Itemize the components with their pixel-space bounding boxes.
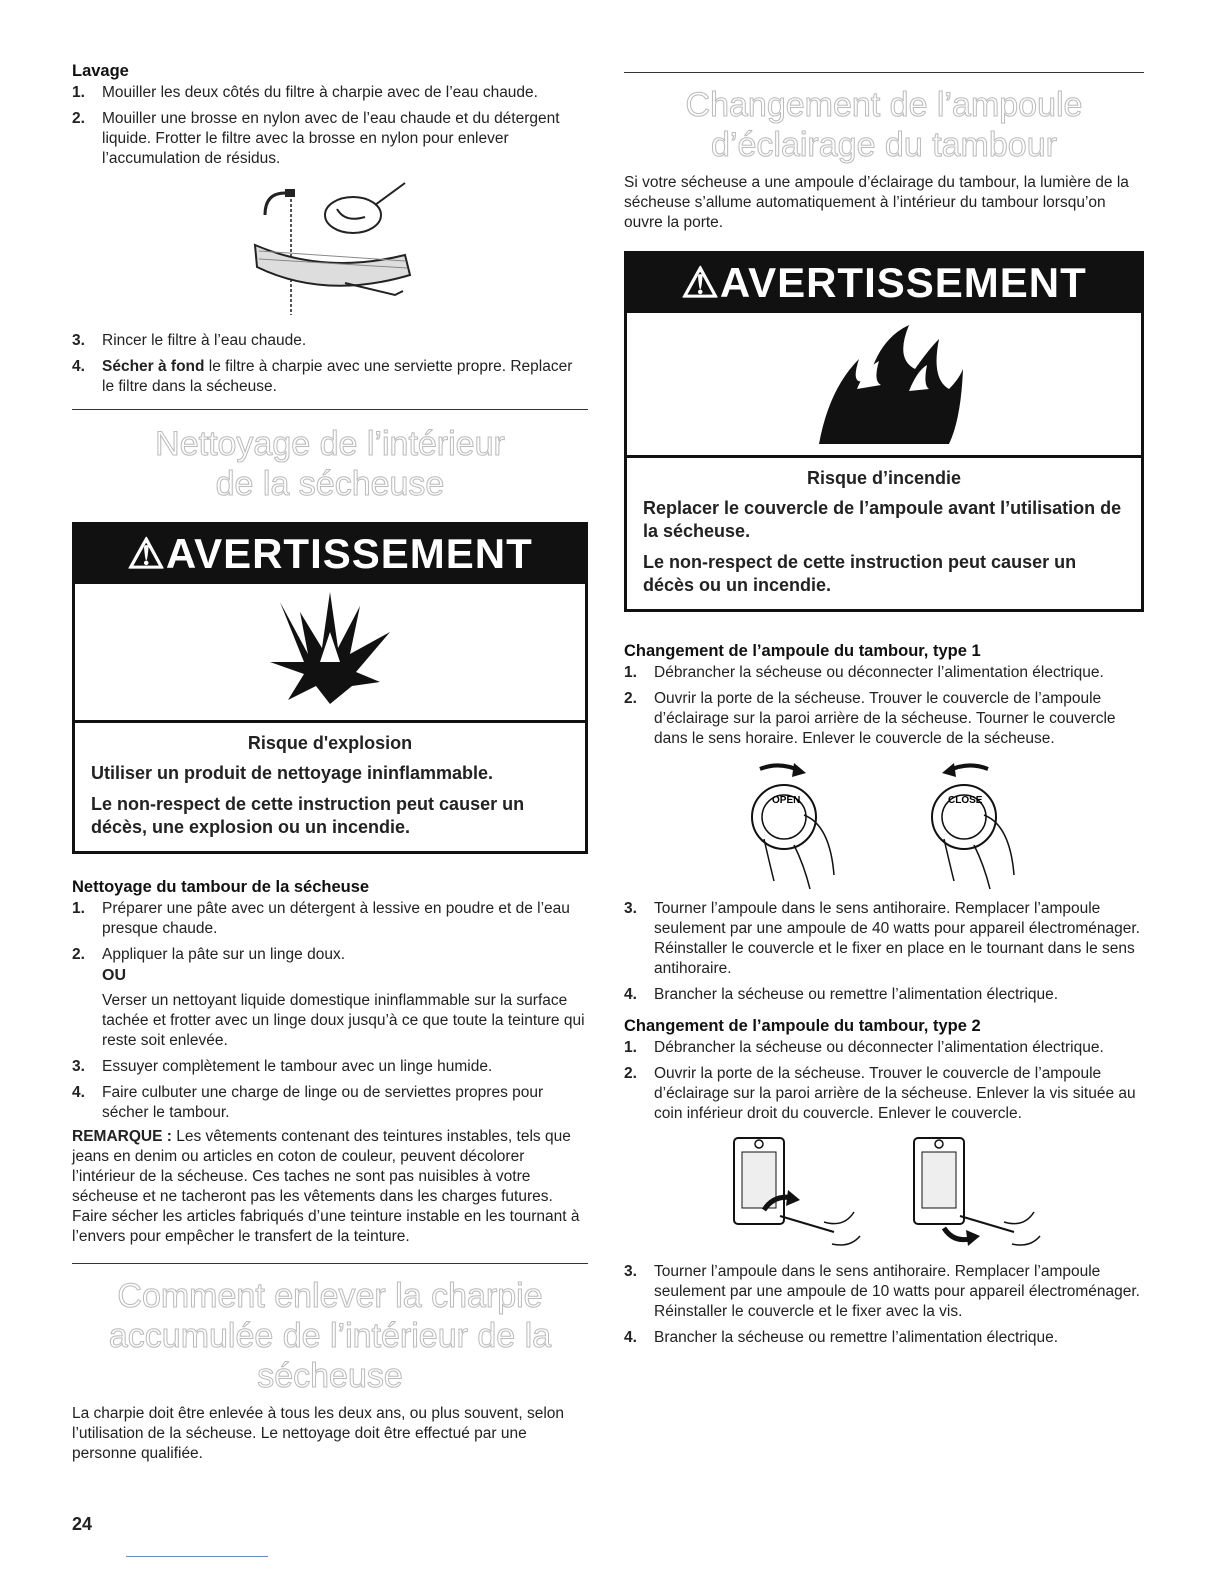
open-cover-icon: [734, 755, 864, 893]
note-paragraph: REMARQUE : Les vêtements contenant des teintures instables, tels que jeans en denim ou articles en coton de couleur, peuvent décolorer l’intérieur de la sécheuse. Ces taches ne sont pas nuisibles à votre sécheuse et ne tacheront pas les vêtements dans les charges futures. Faire sécher les articles fabriqués d’une teinture instable en les tournant à l’envers pour empêcher le transfert de la teinture.: [72, 1128, 580, 1245]
lavage-heading: Lavage: [72, 62, 129, 80]
type2-heading: Changement de l’ampoule du tambour, type 2: [624, 1017, 981, 1035]
type2-steps: [624, 1038, 1144, 1124]
page-number: 24: [72, 1514, 93, 1534]
type1-heading: Changement de l’ampoule du tambour, type 1: [624, 642, 981, 660]
close-cover-icon: [904, 755, 1034, 893]
explosion-warning-box: ⚠AVERTISSEMENT Risque d'explosion Utiliser un produit de nettoyage ininflammable. Le non-respect de cette instruction peut causer un décès, une explosion ou un incendie.: [72, 522, 588, 854]
fire-warning-box: ⚠AVERTISSEMENT Risque d’incendie Replacer le couvercle de l’ampoule avant l’utilisation de la sécheuse. Le non-respect de cette instruction peut causer un décès ou un incendie.: [624, 251, 1144, 612]
right-column: [624, 62, 1144, 1354]
type1-steps: [624, 663, 1144, 749]
list-item: 1. Mouiller les deux côtés du filtre à charpie avec de l’eau chaude.: [72, 84, 538, 101]
list-item: 4. Faire culbuter une charge de linge ou de serviettes propres pour sécher le tambour.: [72, 1084, 544, 1121]
list-item: 2. Appliquer la pâte sur un linge doux.: [72, 946, 345, 963]
bulb-intro: Si votre sécheuse a une ampoule d’éclairage du tambour, la lumière de la sécheuse s’allume automatiquement à l’intérieur du tambour lorsqu’on ouvre la porte.: [624, 174, 1129, 231]
drum-steps-2: [72, 1057, 588, 1123]
left-column: [72, 62, 588, 1464]
section-heading-lint-removal: Comment enlever la charpie accumulée de l’intérieur de la sécheuse: [108, 1277, 552, 1395]
section-heading-interior-cleaning: Nettoyage de l’intérieur de la sécheuse: [155, 425, 505, 503]
list-item: 1. Préparer une pâte avec un détergent à lessive en poudre et de l’eau presque chaude.: [72, 900, 570, 937]
divider: [72, 1263, 588, 1264]
type1-bulb-cover-illustration: [624, 755, 1144, 893]
drum-cleaning-heading: Nettoyage du tambour de la sécheuse: [72, 878, 370, 896]
alt-instruction: Verser un nettoyant liquide domestique ininflammable sur la surface tachée et frotter avec un linge doux jusqu’à ce que toute la teinture qui reste soit enlevée.: [102, 992, 585, 1049]
type1-steps-2: [624, 899, 1144, 1005]
list-item: 1. Débrancher la sécheuse ou déconnecter l’alimentation électrique.: [624, 1039, 1104, 1056]
type2-screw-removal-illustration: [624, 1132, 1144, 1256]
list-item: 3. Tourner l’ampoule dans le sens antihoraire. Remplacer l’ampoule seulement par une ampoule de 10 watts pour appareil électroménager. Réinstaller le couvercle et le fixer avec la vis.: [624, 1263, 1140, 1320]
lint-paragraph: La charpie doit être enlevée à tous les deux ans, ou plus souvent, selon l’utilisation de la sécheuse. Le nettoyage doit être effectué par une personne qualifiée.: [72, 1405, 565, 1462]
svg-text:OPEN: OPEN: [772, 795, 801, 806]
warning-header: ⚠AVERTISSEMENT: [627, 254, 1141, 313]
section-heading-bulb-change: Changement de l’ampoule d’éclairage du tambour: [685, 86, 1083, 164]
explosion-icon: [75, 584, 585, 723]
or-label: OU: [102, 967, 126, 984]
fire-icon: [627, 313, 1141, 458]
footer-line: [126, 1556, 268, 1557]
warning-header: ⚠AVERTISSEMENT: [75, 525, 585, 584]
lavage-steps-2: [72, 331, 588, 397]
svg-text:CLOSE: CLOSE: [948, 795, 983, 806]
drum-steps: [72, 899, 588, 965]
list-item: 3. Essuyer complètement le tambour avec un linge humide.: [72, 1058, 493, 1075]
list-item: 2. Ouvrir la porte de la sécheuse. Trouver le couvercle de l’ampoule d’éclairage sur la paroi arrière de la sécheuse. Tourner le couvercle dans le sens horaire. Enlever le couvercle de la sécheuse.: [624, 690, 1116, 747]
list-item: 2. Ouvrir la porte de la sécheuse. Trouver le couvercle de l’ampoule d’éclairage sur la paroi arrière de la sécheuse. Enlever la vis située au coin inférieur droit du couvercle. Enlever le couvercle.: [624, 1065, 1136, 1122]
list-item: 2. Mouiller une brosse en nylon avec de l’eau chaude et du détergent liquide. Frotter le filtre avec la brosse en nylon pour enlever l’accumulation de résidus.: [72, 110, 560, 167]
type2-steps-2: [624, 1262, 1144, 1348]
list-item: 3. Rincer le filtre à l’eau chaude.: [72, 332, 307, 349]
list-item: 1. Débrancher la sécheuse ou déconnecter l’alimentation électrique.: [624, 664, 1104, 681]
lavage-steps: [72, 83, 588, 169]
list-item: 4. Brancher la sécheuse ou remettre l’alimentation électrique.: [624, 1329, 1059, 1346]
list-item: 3. Tourner l’ampoule dans le sens antihoraire. Remplacer l’ampoule seulement par une ampoule de 40 watts pour appareil électroménager. Réinstaller le couvercle et le fixer en place en le tournant dans le sens antihoraire.: [624, 900, 1140, 977]
list-item: 4. Sécher à fond le filtre à charpie avec une serviette propre. Replacer le filtre dans la sécheuse.: [72, 358, 573, 395]
divider: [72, 409, 588, 410]
divider: [624, 72, 1144, 73]
list-item: 4. Brancher la sécheuse ou remettre l’alimentation électrique.: [624, 986, 1059, 1003]
filter-washing-illustration: [72, 175, 588, 325]
